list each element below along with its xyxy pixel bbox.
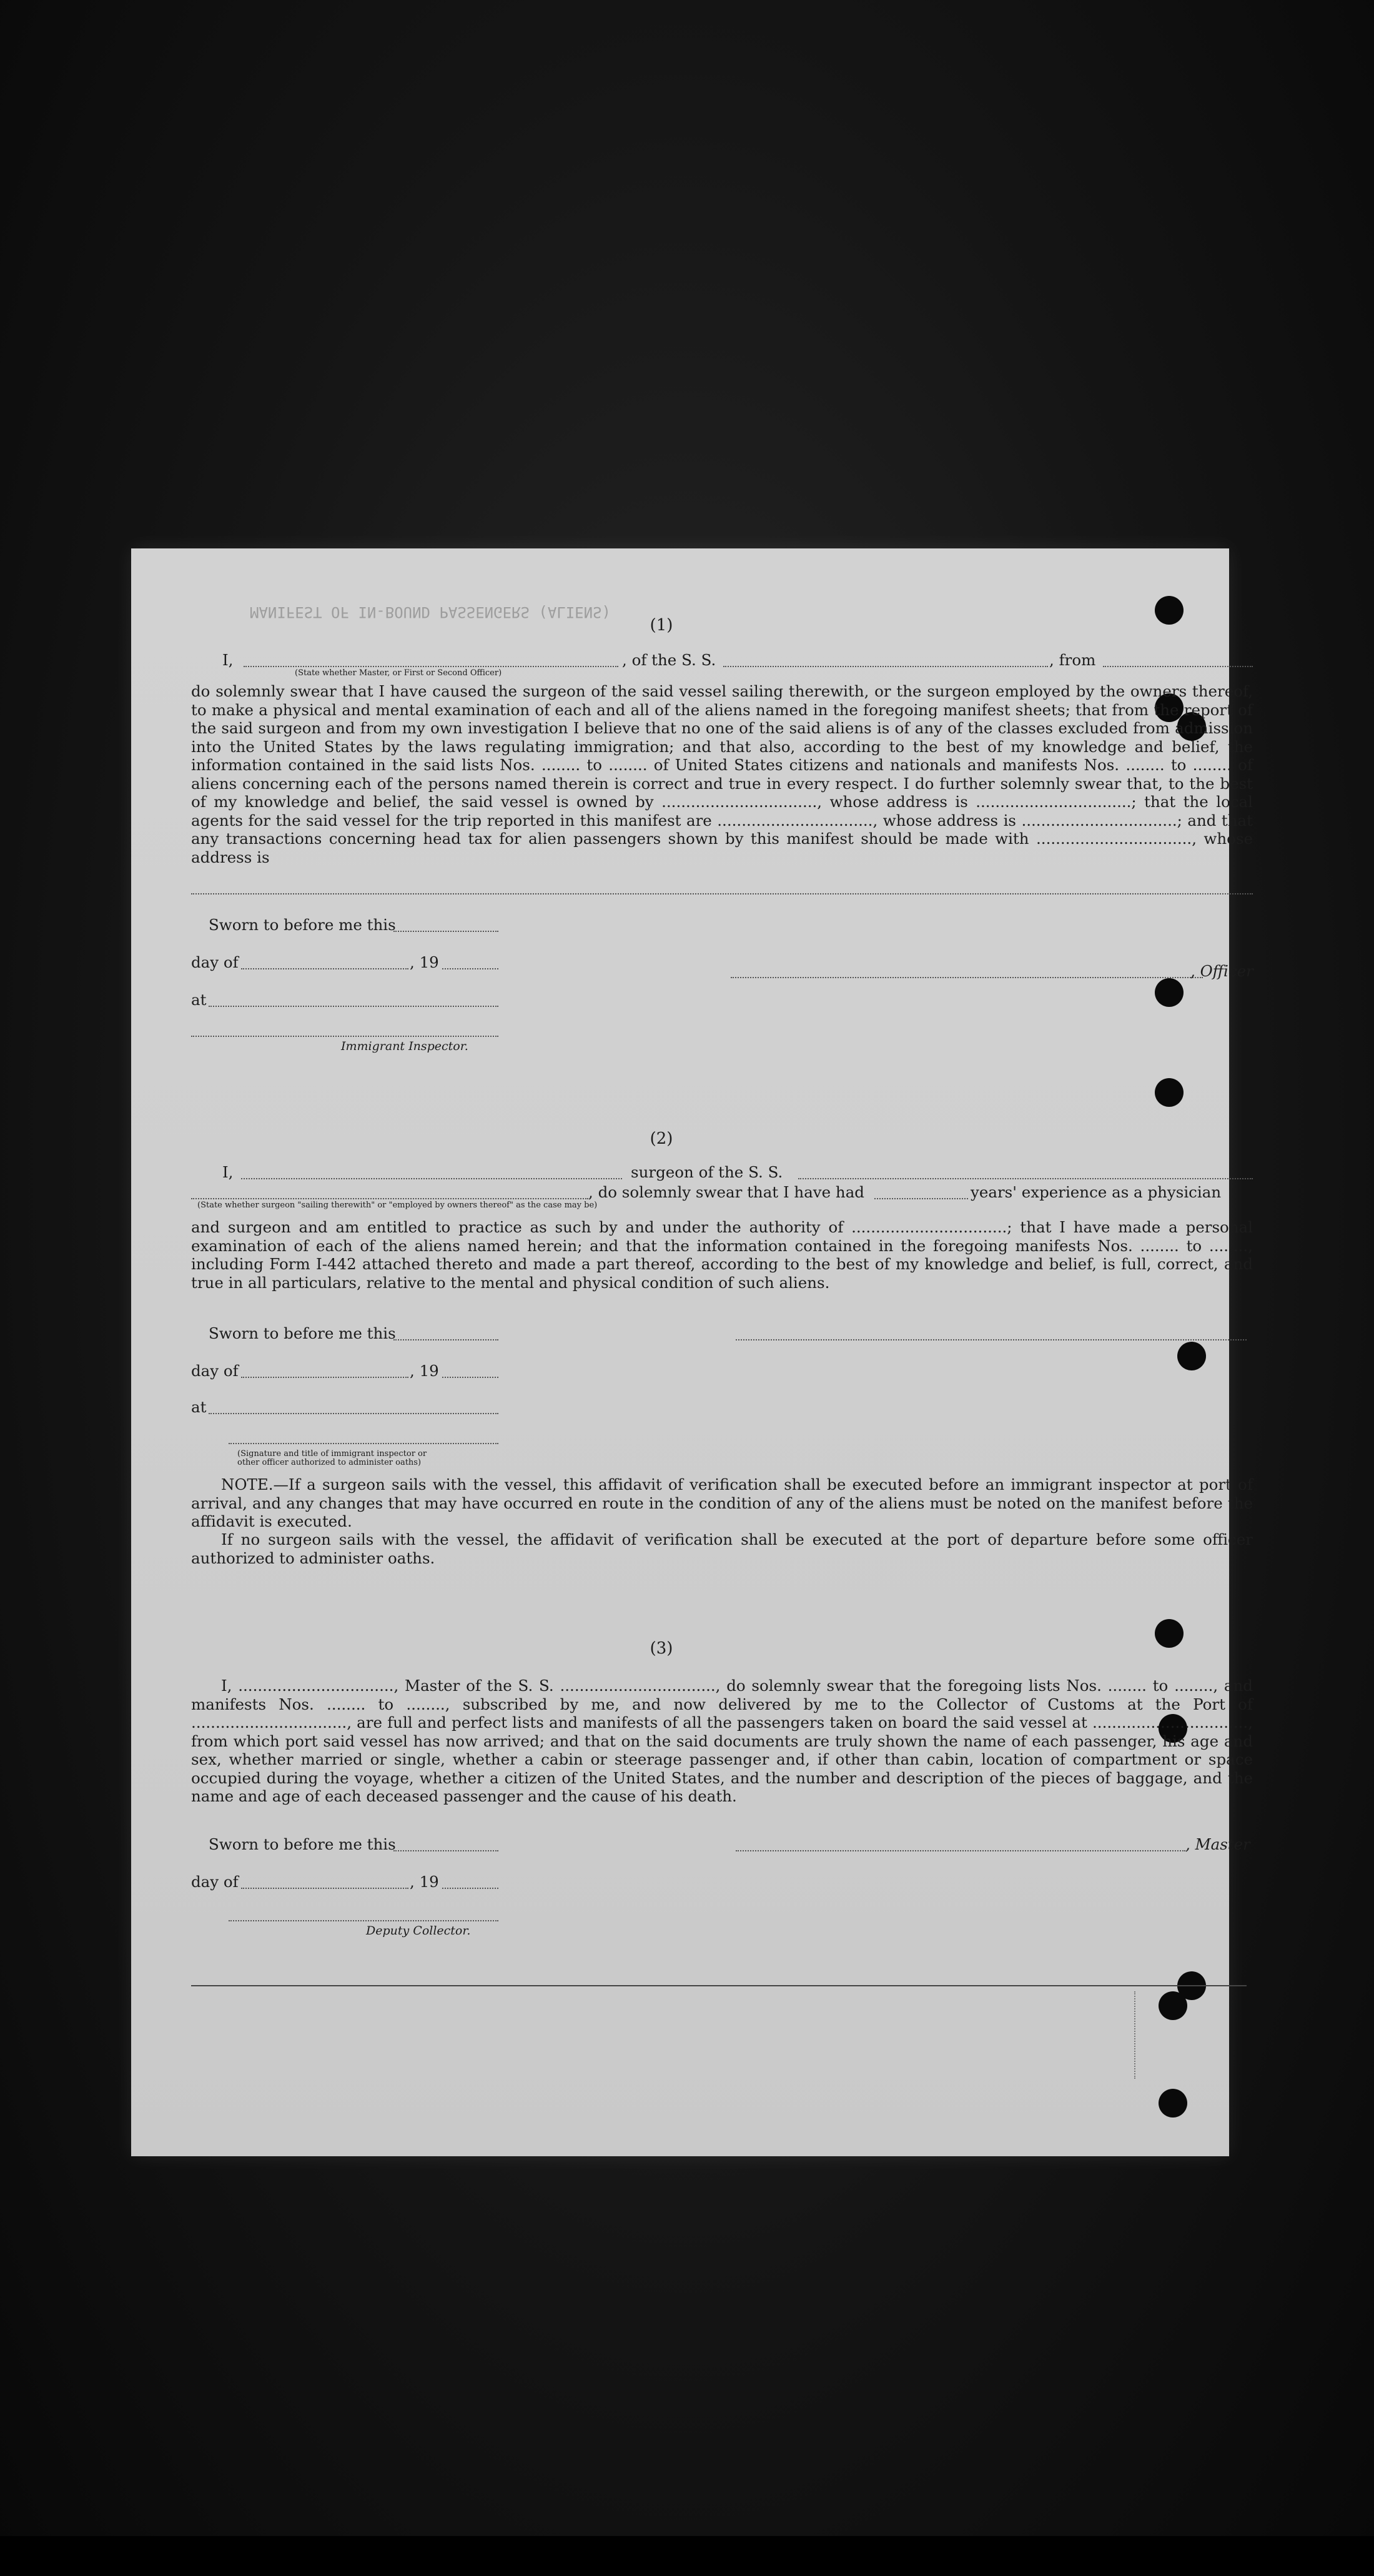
s1-i-label: I, (222, 651, 234, 669)
section-1-number: (1) (650, 616, 673, 635)
s3-master-signature-blank (736, 1850, 1185, 1851)
s1-officer-blank (244, 666, 618, 667)
s3-sworn-blank (393, 1850, 498, 1851)
s3-deputy-label: Deputy Collector. (366, 1924, 471, 1938)
s1-oath-body: do solemnly swear that I have caused the surgeon of the said vessel sailing therewith, or the surgeon employed by the owners thereof, to make a physical and mental examination of each and all of the aliens named in the foregoing manifest sheets; that from the report of the said surgeon and from my own investigation I believe that no one of the said aliens is of any of the classes excluded from admission into the United States by the laws regulating immigration; and that also, according to the best of my knowledge and belief, the information contained in the said lists Nos. ........ to ........ of United States citizens and nationals and manifests Nos. ........ to ........ of aliens concerning each of the persons named therein is correct and true in every respect. I do further solemnly swear that, to the best of my knowledge and belief, the said vessel is owned by ................................, whose address is ................................; that the local agents for the said vessel for the trip reported in this manifest are ................................, whose address is ................................; and that any transactions concerning head tax for alien passengers shown by this manifest should be made with ................................, whose address is (191, 682, 1253, 866)
s2-name-blank (241, 1178, 622, 1179)
punch-hole (1159, 2089, 1187, 2118)
s2-year-blank (442, 1377, 498, 1378)
s2-surgeon-signature-blank (736, 1339, 1247, 1340)
margin-fold-line (1134, 1991, 1135, 2079)
s1-officer-caption: (State whether Master, or First or Second Officer) (295, 668, 502, 678)
s1-year-blank (442, 968, 498, 969)
s2-capacity-blank (191, 1198, 588, 1199)
s3-oath-body: I, ................................, Master of the S. S. ................................, do solemnly swear that the foregoing lists Nos. ........ to ........, and manifests Nos. ........ to ........, subscribed by me, and now delivered by me to the Collector of Customs at the Port of ................................, are full and perfect lists and manifests of all the passengers taken on board the said vessel at ................................, from which port said vessel has now arrived; and that on the said documents are truly shown the name of each passenger, his age and sex, whether married or single, whether a cabin or steerage passenger and, if other than cabin, location of compartment or space occupied during the voyage, whether a citizen of the United States, and the number and description of the pieces of baggage, and the name and age of each deceased passenger and the cause of his death. (191, 1677, 1253, 1805)
s2-sworn-blank (393, 1339, 498, 1340)
s2-sig-caption-2: other officer authorized to administer oaths) (237, 1458, 422, 1467)
s3-year-blank (442, 1888, 498, 1889)
s2-sig-caption-1: (Signature and title of immigrant inspector or (237, 1449, 427, 1459)
s3-sworn-label: Sworn to before me this (209, 1835, 396, 1853)
s1-officer-label: , Officer (1190, 962, 1253, 980)
s2-note-1: NOTE.—If a surgeon sails with the vessel, this affidavit of verification shall be executed before an immigrant inspector at port of arrival, and any changes that may have occurred en route in the condition of any of the aliens must be noted on the manifest before the affidavit is executed. (191, 1475, 1253, 1530)
punch-hole (1159, 1991, 1187, 2020)
s1-ss-label: , of the S. S. (622, 651, 716, 669)
bleed-through-heading: MANIFEST OF IN-BOUND PASSENGERS (ALIENS) (250, 603, 611, 621)
s2-dayof-label: day of (191, 1362, 239, 1380)
scan-bottom-border (0, 2536, 1374, 2576)
s3-master-label: , Master (1185, 1835, 1250, 1853)
s2-signature-blank (229, 1443, 498, 1444)
s1-at-label: at (191, 991, 207, 1009)
s1-dayof-label: day of (191, 953, 239, 971)
s2-swear-label: , do solemnly swear that I have had (588, 1183, 864, 1201)
s2-capacity-caption: (State whether surgeon "sailing therewith" or "employed by owners thereof" as the case may be) (197, 1201, 598, 1210)
s2-surgeon-label: surgeon of the S. S. (631, 1163, 783, 1181)
s2-at-label: at (191, 1398, 207, 1416)
s2-i-label: I, (222, 1163, 234, 1181)
punch-hole (1155, 1078, 1184, 1107)
s2-oath-body: and surgeon and am entitled to practice as such by and under the authority of ................................; that I have made a personal examination of each of the aliens named herein; and that the information contained in the foregoing manifests Nos. ........ to ........, including Form I-442 attached thereto and made a part thereof, according to the best of my knowledge and belief, is full, correct, and true in all particulars, relative to the mental and physical condition of such aliens. (191, 1218, 1253, 1292)
punch-hole (1155, 978, 1184, 1007)
s2-note-2: If no surgeon sails with the vessel, the affidavit of verification shall be executed at the port of departure before some officer authorized to administer oaths. (191, 1530, 1253, 1567)
s1-inspector-blank (191, 1036, 498, 1037)
s2-years-blank (874, 1198, 968, 1199)
s2-ss-blank (798, 1178, 1253, 1179)
s1-officer-signature-blank (731, 977, 1203, 978)
section-2-number: (2) (650, 1129, 673, 1148)
s2-day-blank (241, 1377, 408, 1378)
s1-year-label: , 19 (410, 953, 439, 971)
s2-at-blank (209, 1413, 498, 1414)
s3-dayof-label: day of (191, 1873, 239, 1891)
s1-at-blank (209, 1006, 498, 1007)
s3-day-blank (241, 1888, 408, 1889)
s3-year-label: , 19 (410, 1873, 439, 1891)
section-3-number: (3) (650, 1639, 673, 1658)
s1-day-blank (241, 968, 408, 969)
punch-hole (1177, 1342, 1206, 1370)
s3-deputy-blank (229, 1920, 498, 1921)
s1-from-label: , from (1049, 651, 1096, 669)
s1-from-blank (1103, 666, 1253, 667)
s2-year-label: , 19 (410, 1362, 439, 1380)
s1-inspector-label: Immigrant Inspector. (341, 1039, 468, 1053)
manifest-page (131, 548, 1253, 2156)
s2-years-label: years' experience as a physician (971, 1183, 1222, 1201)
s1-address-blank (191, 893, 1253, 894)
s1-ss-blank (723, 666, 1048, 667)
s1-sworn-blank (393, 931, 498, 932)
s1-sworn-label: Sworn to before me this (209, 916, 396, 934)
bottom-rule (191, 1985, 1247, 1986)
s2-sworn-label: Sworn to before me this (209, 1324, 396, 1342)
